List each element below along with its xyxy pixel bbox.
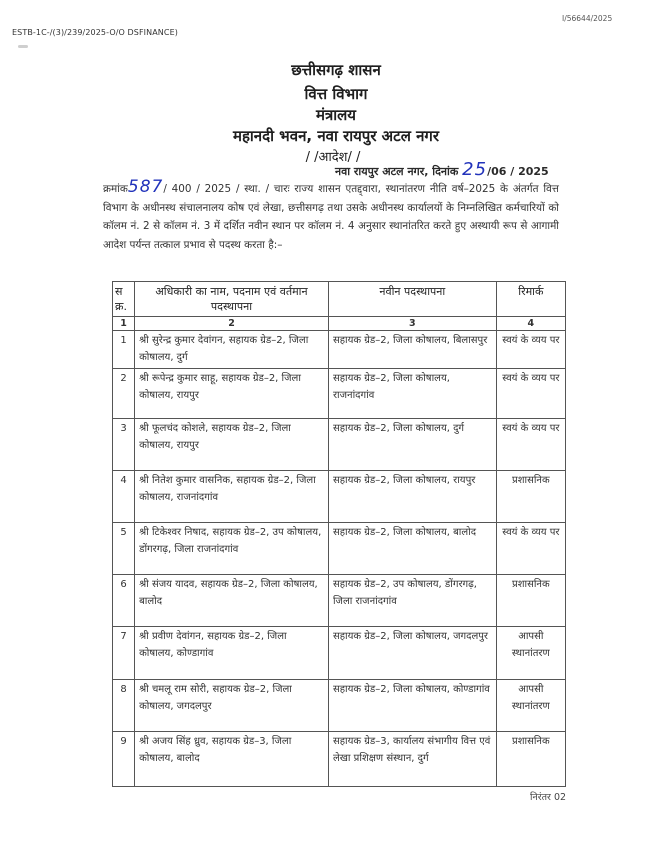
remark-cell: स्वयं के व्यय पर: [496, 331, 565, 369]
header-current-posting: अधिकारी का नाम, पदनाम एवं वर्तमान पदस्थापना: [135, 282, 329, 317]
government-title: छत्तीसगढ़ शासन: [291, 61, 381, 79]
serial-number-cell: 4: [113, 471, 135, 523]
new-posting-cell: सहायक ग्रेड–2, जिला कोषालय, बालोद: [328, 523, 496, 575]
serial-number-cell: 9: [113, 732, 135, 787]
remark-cell: आपसी स्थानांतरण: [496, 680, 565, 732]
table-row: [113, 331, 566, 369]
handwritten-order-number: 587: [127, 177, 164, 197]
table-row: [113, 523, 566, 575]
file-reference: ESTB-1C-/(3)/239/2025-O/O DSFINANCE): [12, 28, 178, 37]
column-number-row: [113, 317, 566, 331]
header-new-posting: नवीन पदस्थापना: [328, 282, 496, 317]
new-posting-cell: सहायक ग्रेड–3, कार्यालय संभागीय वित्त एवं लेखा प्रशिक्षण संस्थान, दुर्ग: [328, 732, 496, 787]
table-header-row: [113, 282, 566, 317]
header-serial: स क्र.: [113, 282, 135, 317]
document-number: I/56644/2025: [562, 14, 613, 23]
current-posting-cell: श्री रूपेन्द्र कुमार साहू, सहायक ग्रेड–2, जिला कोषालय, रायपुर: [135, 369, 329, 419]
table-row: [113, 471, 566, 523]
serial-number-cell: 1: [113, 331, 135, 369]
new-posting-cell: सहायक ग्रेड–2, उप कोषालय, डोंगरगढ़, जिला राजनांदगांव: [328, 575, 496, 627]
serial-number-cell: 5: [113, 523, 135, 575]
order-body-text: / 400 / 2025 / स्था. / चारः राज्य शासन एतद्द्वारा, स्थानांतरण नीति वर्ष–2025 के अंतर्गत वित्त विभाग के अधीनस्थ संचालनालय कोष एवं लेखा, छत्तीसगढ़ तथा उसके अधीनस्थ कार्यालयों के निम्नलिखित कर्मचारियों को कॉलम नं. 2 से कॉलम नं. 3 में दर्शित नवीन स्थान पर कॉलम नं. 4 अनुसार स्थानांतरित करते हुए अस्थायी रूप से आगामी आदेश पर्यन्त तत्काल प्रभाव से पदस्थ करता है:–: [103, 183, 559, 251]
remark-cell: प्रशासनिक: [496, 575, 565, 627]
table-row: [113, 680, 566, 732]
address-title: महानदी भवन, नवा रायपुर अटल नगर: [232, 127, 440, 145]
order-title: / /आदेश/ /: [305, 150, 361, 165]
current-posting-cell: श्री प्रवीण देवांगन, सहायक ग्रेड–2, जिला कोषालय, कोण्डागांव: [135, 627, 329, 680]
new-posting-cell: सहायक ग्रेड–2, जिला कोषालय, बिलासपुर: [328, 331, 496, 369]
serial-number-cell: 6: [113, 575, 135, 627]
table-row: [113, 369, 566, 419]
department-title: वित्त विभाग: [304, 85, 368, 103]
column-number: 3: [328, 317, 496, 331]
table-row: [113, 627, 566, 680]
current-posting-cell: श्री नितेश कुमार वासनिक, सहायक ग्रेड–2, जिला कोषालय, राजनांदगांव: [135, 471, 329, 523]
remark-cell: स्वयं के व्यय पर: [496, 419, 565, 471]
table-row: [113, 575, 566, 627]
current-posting-cell: श्री चमलू राम सोरी, सहायक ग्रेड–2, जिला कोषालय, जगदलपुर: [135, 680, 329, 732]
new-posting-cell: सहायक ग्रेड–2, जिला कोषालय, दुर्ग: [328, 419, 496, 471]
current-posting-cell: श्री टिकेश्वर निषाद, सहायक ग्रेड–2, उप कोषालय, डोंगरगढ़, जिला राजनांदगांव: [135, 523, 329, 575]
header-remark: रिमार्क: [496, 282, 565, 317]
serial-number-cell: 7: [113, 627, 135, 680]
order-paragraph: [103, 177, 559, 254]
new-posting-cell: सहायक ग्रेड–2, जिला कोषालय, राजनांदगांव: [328, 369, 496, 419]
serial-number-cell: 2: [113, 369, 135, 419]
column-number: 2: [135, 317, 329, 331]
new-posting-cell: सहायक ग्रेड–2, जिला कोषालय, रायपुर: [328, 471, 496, 523]
order-number-prefix: क्रमांक: [103, 183, 128, 195]
column-number: 1: [113, 317, 135, 331]
new-posting-cell: सहायक ग्रेड–2, जिला कोषालय, जगदलपुर: [328, 627, 496, 680]
current-posting-cell: श्री फूलचंद कोशले, सहायक ग्रेड–2, जिला कोषालय, रायपुर: [135, 419, 329, 471]
current-posting-cell: श्री संजय यादव, सहायक ग्रेड–2, जिला कोषालय, बालोद: [135, 575, 329, 627]
current-posting-cell: श्री सुरेन्द्र कुमार देवांगन, सहायक ग्रेड–2, जिला कोषालय, दुर्ग: [135, 331, 329, 369]
ministry-title: मंत्रालय: [315, 106, 356, 124]
table-row: [113, 732, 566, 787]
serial-number-cell: 8: [113, 680, 135, 732]
continued-note: निरंतर 02: [530, 792, 567, 803]
current-posting-cell: श्री अजय सिंह ध्रुव, सहायक ग्रेड–3, जिला कोषालय, बालोद: [135, 732, 329, 787]
place-text: नवा रायपुर अटल नगर, दिनांक: [335, 165, 463, 178]
scan-mark: [18, 45, 28, 48]
transfer-table: [112, 281, 566, 787]
column-number: 4: [496, 317, 565, 331]
remark-cell: प्रशासनिक: [496, 471, 565, 523]
remark-cell: आपसी स्थानांतरण: [496, 627, 565, 680]
remark-cell: स्वयं के व्यय पर: [496, 523, 565, 575]
date-rest: /06 / 2025: [487, 165, 549, 178]
remark-cell: प्रशासनिक: [496, 732, 565, 787]
handwritten-day: 25: [462, 159, 488, 180]
place-date: [335, 159, 549, 180]
table-row: [113, 419, 566, 471]
serial-number-cell: 3: [113, 419, 135, 471]
new-posting-cell: सहायक ग्रेड–2, जिला कोषालय, कोण्डागांव: [328, 680, 496, 732]
remark-cell: स्वयं के व्यय पर: [496, 369, 565, 419]
